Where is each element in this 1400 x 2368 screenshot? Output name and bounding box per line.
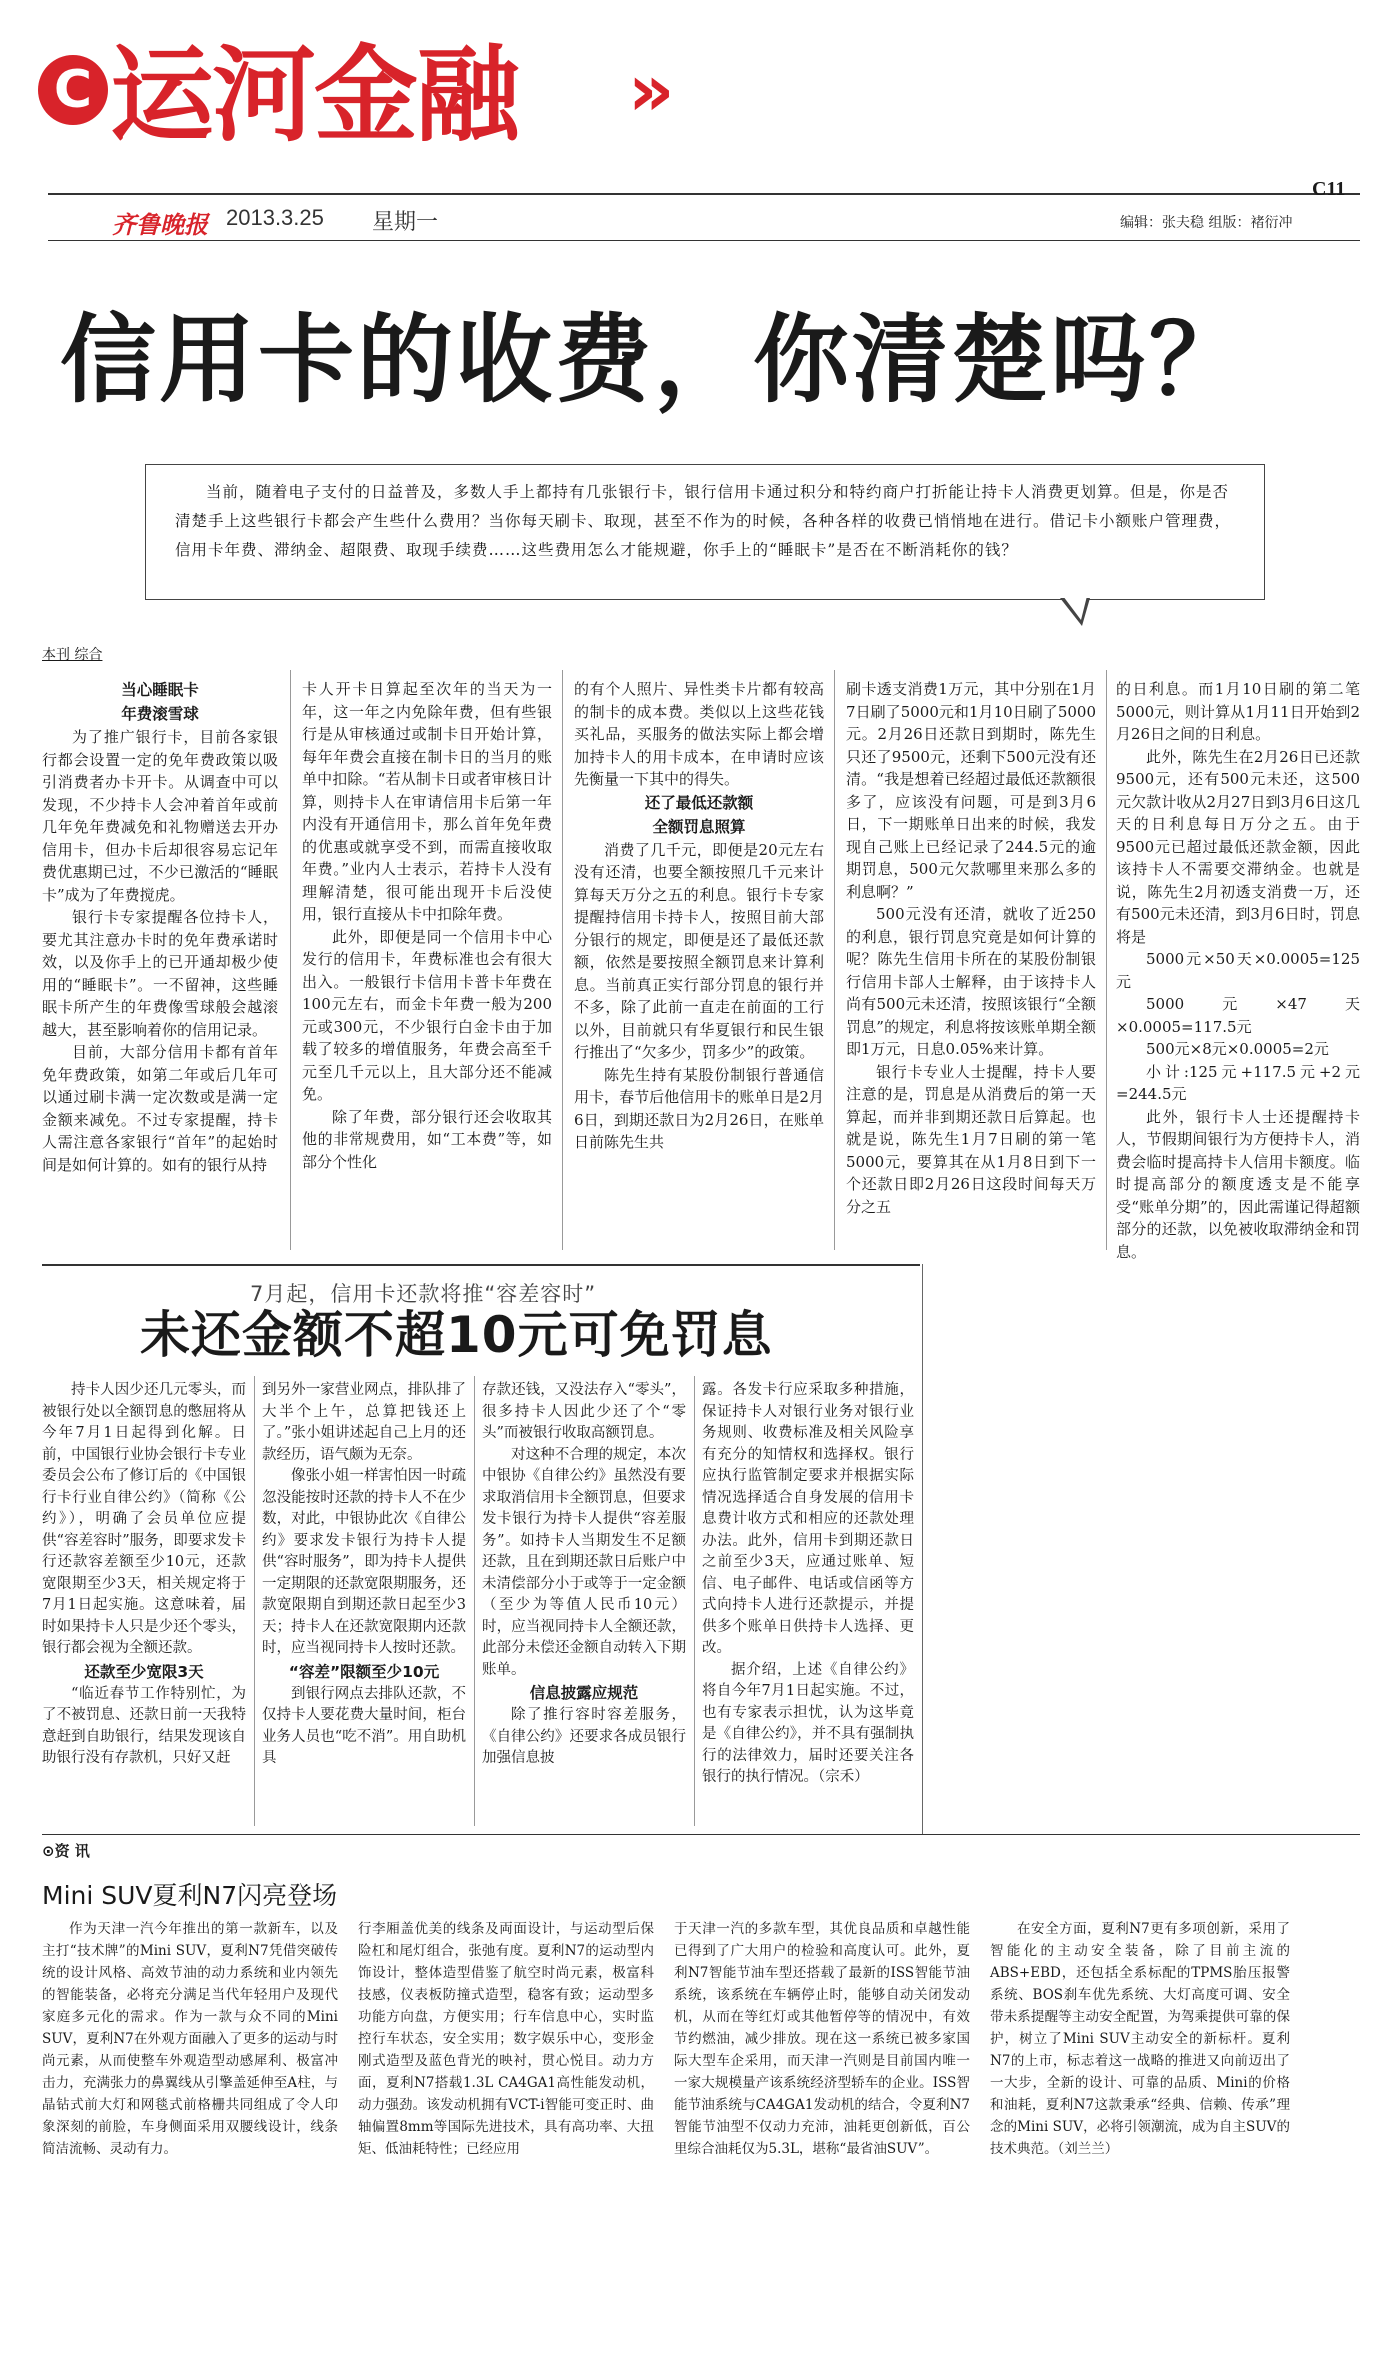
section-tag: ⊙资 讯 (42, 1842, 90, 1860)
paragraph: 除了推行容时容差服务，《自律公约》还要求各成员银行加强信息披 (482, 1707, 686, 1766)
formula-line: 5000元×50天×0.0005=125元 (1116, 950, 1360, 991)
headline: 信用卡的收费，你清楚吗？ (60, 304, 1248, 416)
article-column (990, 1918, 1290, 2160)
paragraph: 的日利息。而1月10日刷的第二笔5000元，则计算从1月11日开始到2月26日之间的日利息。 (1116, 680, 1360, 743)
newspaper-name: 齐鲁晚报 (112, 210, 208, 239)
brief-headline: Mini SUV夏利N7闪亮登场 (42, 1881, 338, 1910)
paragraph: 银行卡专家提醒各位持卡人，要尤其注意办卡时的免年费承诺时效，以及你手上的已开通却极少使用的“睡眠卡”。一不留神，这些睡眠卡所产生的年费像雪球般会越滚越大，甚至影响着你的信用记录。 (42, 908, 278, 1039)
issue-date: 2013.3.25 (226, 205, 324, 230)
subheading: “容差”限额至少10元 (288, 1662, 440, 1681)
paragraph: 于天津一汽的多款车型，其优良品质和卓越性能已得到了广大用户的检验和高度认可。此外，夏利N7智能节油车型还搭载了最新的ISS智能节油系统，该系统在车辆停止时，能够自动关闭发动机，从而在等红灯或其他暂停等的情况中，有效节约燃油，减少排放。现在这一系统已被多家国际大型车企采用，而天津一汽则是目前国内唯一一家大规模量产该系统经济型轿车的企业。ISS智能节油系统与CA4GA1发动机的结合，令夏利N7智能节油型不仅动力充沛，油耗更创新低，百公里综合油耗仅为5.3L，堪称“最省油SUV”。 (674, 1921, 970, 2157)
paragraph: 的有个人照片、异性类卡片都有较高的制卡的成本费。类似以上这些花钱买礼品，买服务的做法实际上都会增加持卡人的用卡成本，在申请时应该先衡量一下其中的得失。 (574, 680, 824, 788)
paragraph: 作为天津一汽今年推出的第一款新车，以及主打“技术牌”的Mini SUV，夏利N7凭借突破传统的设计风格、高效节油的动力系统和业内领先的智能装备，必将充分满足当代年轻用户及现代家庭多元化的需求。作为一款与众不同的Mini SUV，夏利N7在外观方面融入了更多的运动与时尚元素，从而使整车外观造型动感犀利、极富冲击力，充满张力的鼻翼线从引擎盖延伸至A柱，与晶钻式前大灯和网毯式前格栅共同组成了令人印象深刻的前脸，车身侧面采用双腰线设计，线条简洁流畅、灵动有力。 (42, 1921, 338, 2157)
article-column (702, 1380, 914, 1789)
header-divider-lower (48, 240, 1360, 241)
article-column (42, 1380, 246, 1770)
subheading: 当心睡眠卡 (121, 681, 199, 699)
paragraph: 除了年费，部分银行还会收取其他的非常规费用，如“工本费”等，如部分个性化 (302, 1107, 552, 1171)
paragraph: 到另外一家营业网点，排队排了大半个上午，总算把钱还上了。”张小姐讲述起自己上月的还款经历，语气颇为无奈。 (262, 1382, 466, 1463)
brand-logo-icon: C (38, 55, 108, 125)
paragraph: 在安全方面，夏利N7更有多项创新，采用了智能化的主动安全装备，除了目前主流的ABS+EBD，还包括全系标配的TPMS胎压报警系统、BOS刹车优先系统、大灯高度可调、安全带未系提醒等主动安全配置，为驾乘提供可靠的保护，树立了Mini SUV主动安全的新标杆。夏利N7的上市，标志着这一战略的推进又向前迈出了一大步，全新的设计、可靠的品质、Mini的价格和油耗，夏利N7这款秉承“经典、信赖、传承”理念的Mini SUV，必将引领潮流，成为自主SUV的技术典范。（刘兰兰） (990, 1921, 1290, 2157)
formula-line: 5000元×47天×0.0005=117.5元 (1116, 995, 1360, 1036)
paragraph: 此外，银行卡人士还提醒持卡人，节假期间银行为方便持卡人，消费会临时提高持卡人信用卡额度。临时提高部分的额度透支是不能享受“账单分期”的，因此需谨记得超额部分的还款，以免被收取滞纳金和罚息。 (1116, 1107, 1360, 1261)
lead-paragraph: 当前，随着电子支付的日益普及，多数人手上都持有几张银行卡，银行信用卡通过积分和特约商户打折能让持卡人消费更划算。但是，你是否清楚手上这些银行卡都会产生些什么费用？当你每天刷卡、取现，甚至不作为的时候，各种各样的收费已悄悄地在进行。借记卡小额账户管理费，信用卡年费、滞纳金、超限费、取现手续费……这些费用怎么才能规避，你手上的“睡眠卡”是否在不断消耗你的钱？ (175, 483, 1232, 559)
article-column (358, 1918, 654, 2160)
paragraph: 银行卡专业人士提醒，持卡人要注意的是，罚息是从消费后的第一天算起，而并非到期还款日后算起。也就是说，陈先生1月7日刷的第一笔5000元，要算其在从1月8日到下一个还款日即2月26日这段时间每天万分之五 (846, 1062, 1096, 1216)
paragraph: 存款还钱，又没法存入“零头”，很多持卡人因此少还了个“零头”而被银行收取高额罚息。 (482, 1382, 686, 1441)
article-column (302, 678, 552, 1173)
paragraph: 像张小姐一样害怕因一时疏忽没能按时还款的持卡人不在少数，对此，中银协此次《自律公约》要求发卡银行为持卡人提供“容时服务”，即为持卡人提供一定期限的还款宽限期服务，还款宽限期自到期还款日起至少3天；持卡人在还款宽限期内还款时，应当视同持卡人按时还款。 (262, 1468, 466, 1656)
header-divider (48, 193, 1360, 195)
paragraph: 刷卡透支消费1万元，其中分别在1月7日刷了5000元和1月10日刷了5000元。2月26日还款日到期时，陈先生只还了9500元，还剩下500元没有还清。“我是想着已经超过最低还款额很多了，应该没有问题，可是到3月6日，下一期账单日出来的时候，我发现自己账上已经记录了244.5元的逾期罚息，500元欠款哪里来那么多的利息啊？” (846, 680, 1096, 901)
paragraph: 500元没有还清，就收了近250的利息，银行罚息究竟是如何计算的呢？陈先生信用卡所在的某股份制银行信用卡部人士解释，由于该持卡人尚有500元未还清，按照该银行“全额罚息”的规定，利息将按该账单期全额即1万元，日息0.05%来计算。 (846, 905, 1096, 1058)
issue-weekday: 星期一 (372, 210, 439, 235)
paragraph: 为了推广银行卡，目前各家银行都会设置一定的免年费政策以吸引消费者办卡开卡。从调查中可以发现，不少持卡人会冲着首年或前几年免年费减免和礼物赠送去开办信用卡，但办卡后却很容易忘记年费优惠期已过，不少已激活的“睡眠卡”成为了年费搅虎。 (42, 728, 278, 904)
subheading: 还了最低还款额 (644, 793, 754, 812)
paragraph: 到银行网点去排队还款，不仅持卡人要花费大量时间，柜台业务人员也“吃不消”。用自助机具 (262, 1685, 466, 1766)
paragraph: 持卡人因少还几元零头，而被银行处以全额罚息的憋屈将从今年7月1日起得到化解。日前，中国银行业协会银行卡专业委员会公布了修订后的《中国银行卡行业自律公约》（简称《公约》），明确了会员单位应提供“容差容时”服务，即要求发卡行还款容差额至少10元，还款宽限期至少3天，相关规定将于7月1日起实施。这意味着，届时如果持卡人只是少还个零头，银行都会视为全额还款。 (42, 1382, 246, 1656)
editor-credit: 编辑：张夫稳 组版：褚衍冲 (1120, 215, 1293, 231)
section-divider (42, 1834, 1360, 1835)
paragraph: 卡人开卡日算起至次年的当天为一年，这一年之内免除年费，但有些银行是从审核通过或制卡日开始计算，每年年费会直接在制卡日的当月的账单中扣除。“若从制卡日或者审核日计算，则持卡人在审请信用卡后第一年内没有开通信用卡，那么首年免年费的优惠或就享受不到，而需直接收取年费。”业内人士表示，若持卡人没有理解清楚，很可能出现开卡后没使用，银行直接从卡中扣除年费。 (302, 680, 552, 923)
article-column (262, 1380, 466, 1770)
article-column (42, 1918, 338, 2160)
formula-line: 500元×8元×0.0005=2元 (1146, 1040, 1329, 1058)
paragraph: 此外，陈先生在2月26日已还款9500元，还有500元未还，这500元欠款计收从2月27日到3月6日这几天的日利息每日万分之五。由于9500元已超过最低还款金额，因此该持卡人不需要交滞纳金。也就是说，陈先生2月初透支消费一万，还有500元未还清，到3月6日时，罚息将是 (1116, 747, 1360, 946)
paragraph: 陈先生持有某股份制银行普通信用卡，春节后他信用卡的账单日是2月6日，到期还款日为2月26日，在账单日前陈先生共 (574, 1065, 824, 1151)
article-column (482, 1380, 686, 1770)
article-column (846, 678, 1096, 1218)
section-title: 运河金融 (110, 33, 519, 156)
section-divider (42, 1264, 920, 1266)
paragraph: 消费了几千元，即便是20元左右没有还清，也要全额按照几千元来计算每天万分之五的利息。银行卡专家提醒持信用卡持卡人，按照目前大部分银行的规定，即便是还了最低还款额，依然是要按照全额罚息来计算利息。当前真正实行部分罚息的银行并不多，除了此前一直走在前面的工行以外，目前就只有华夏银行和民生银行推出了“欠多少，罚多少”的政策。 (574, 840, 824, 1061)
paragraph: 据介绍，上述《自律公约》将自今年7月1日起实施。不过，也有专家表示担忧，认为这毕竟是《自律公约》，并不具有强制执行的法律效力，届时还要关注各银行的执行情况。（宗禾） (702, 1661, 914, 1785)
chevron-right-icon: » (628, 48, 675, 132)
subheading: 年费滚雪球 (121, 705, 199, 723)
article-column (674, 1918, 970, 2160)
byline: 本刊 综合 (42, 647, 103, 663)
page-number: C11 (1312, 178, 1346, 200)
subheading: 还款至少宽限3天 (84, 1662, 204, 1681)
headline: 未还金额不超10元可免罚息 (140, 1306, 773, 1364)
paragraph: 露。各发卡行应采取多种措施，保证持卡人对银行业务对银行业务规则、收费标准及相关风险享有充分的知情权和选择权。银行应执行监管制定要求并根据实际情况选择适合自身发展的信用卡息费计收方式和相应的还款处理办法。此外，信用卡到期还款日之前至少3天，应通过账单、短信、电子邮件、电话或信函等方式向持卡人进行还款提示，并提供多个账单日供持卡人选择、更改。 (702, 1382, 914, 1656)
article-column (1116, 678, 1360, 1263)
paragraph: 对这种不合理的规定，本次中银协《自律公约》虽然没有要求取消信用卡全额罚息，但要求发卡银行为持卡人提供“容差服务”。如持卡人当期发生不足额还款，且在到期还款日后账户中未清偿部分小于或等于一定金额（至少为等值人民币10元）时，应当视同持卡人全额还款，此部分未偿还金额自动转入下期账单。 (482, 1446, 686, 1678)
subheading: 全额罚息照算 (652, 817, 746, 836)
article-column (42, 678, 278, 1176)
paragraph: “临近春节工作特别忙，为了不被罚息、还款日前一天我特意赶到自助银行，结果发现该自助银行没有存款机，只好又赶 (42, 1685, 246, 1766)
formula-line: 小计:125元+117.5元+2元=244.5元 (1116, 1062, 1360, 1103)
paragraph: 行李厢盖优美的线条及両面设计，与运动型后保险杠和尾灯组合，张弛有度。夏利N7的运动型内饰设计，整体造型借鉴了航空时尚元素，极富科技感，仪表板防撞式造型，稳客有致；运动型多功能方向盘，方便实用；行车信息中心，实时监控行车状态，安全实用；数字娱乐中心，变形金刚式造型及蓝色背光的映衬，贯心悦目。动力方面，夏利N7搭载1.3L CA4GA1高性能发动机，动力强劲。该发动机拥有VCT-i智能可变正时、曲轴偏置8mm等国际先进技术，具有高功率、大扭矩、低油耗特性；已经应用 (358, 1921, 654, 2157)
subheading: 信息披露应规范 (529, 1684, 639, 1702)
paragraph: 目前，大部分信用卡都有首年免年费政策，如第二年或后几年可以通过刷卡满一定次数或是满一定金额来减免。不过专家提醒，持卡人需注意各家银行“首年”的起始时间是如何计算的。如有的银行从持 (42, 1043, 278, 1174)
kicker: 7月起，信用卡还款将推“容差容时” (250, 1282, 597, 1306)
paragraph: 此外，即便是同一个信用卡中心发行的信用卡，年费标准也会有很大出入。一般银行卡信用卡普卡年费在100元左右，而金卡年费一般为200元或300元，不少银行白金卡由于加载了较多的增值服务，年费会高至千元至几千元以上，且大部分还不能减免。 (302, 927, 552, 1103)
article-column (574, 678, 824, 1154)
